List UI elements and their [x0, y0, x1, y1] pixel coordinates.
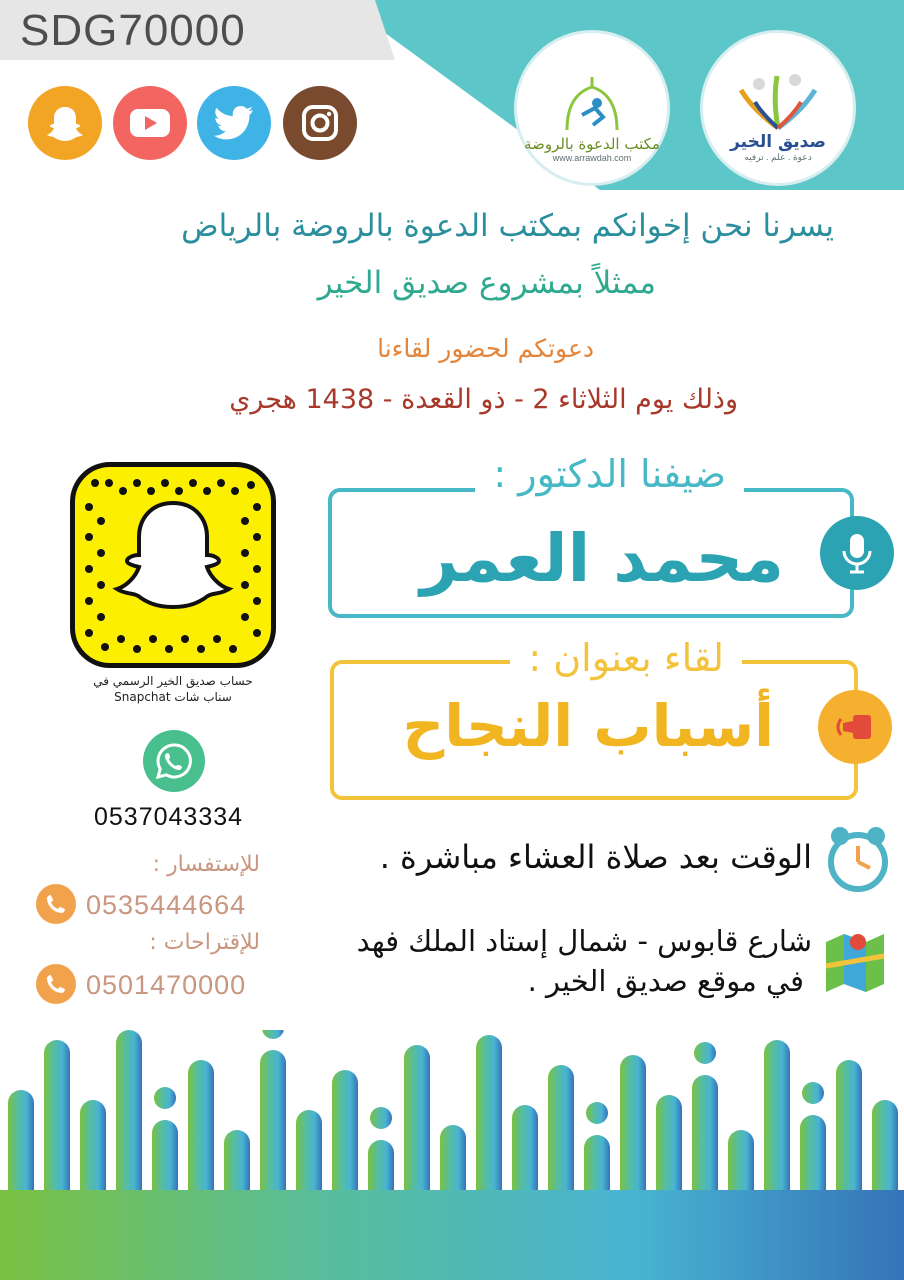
decorative-dot — [370, 1107, 392, 1129]
arrawdah-logo-url: www.arrawdah.com — [552, 153, 632, 163]
intro-line-3: دعوتكم لحضور لقاءنا — [377, 334, 594, 363]
decorative-dot — [586, 1102, 608, 1124]
suggestions-label: للإقتراحات : — [149, 930, 260, 955]
arrawdah-logo — [514, 30, 670, 186]
inquiry-phone[interactable]: 0535444664 — [86, 890, 247, 920]
microphone-icon — [820, 516, 894, 590]
sadeeq-alkhair-logo — [700, 30, 856, 186]
decorative-dot — [802, 1082, 824, 1104]
guest-label: ضيفنا الدكتور : — [475, 452, 744, 496]
intro-line-1: يسرنا نحن إخوانكم بمكتب الدعوة بالروضة بالرياض — [181, 208, 834, 244]
youtube-icon[interactable] — [113, 86, 187, 160]
intro-line-2: ممثلاً بمشروع صديق الخير — [317, 265, 656, 301]
snapchat-caption-2: سناب شات Snapchat — [114, 690, 232, 704]
sadeeq-logo-text: صديق الخير — [730, 132, 826, 152]
decorative-bars — [0, 1030, 904, 1280]
topic-label: لقاء بعنوان : — [510, 636, 742, 680]
project-code: SDG70000 — [20, 6, 246, 55]
snapcode[interactable] — [70, 462, 276, 668]
guest-name: محمد العمر — [420, 520, 784, 597]
location-line-1: شارع قابوس - شمال إستاد الملك فهد — [356, 924, 812, 958]
map-icon — [822, 926, 888, 992]
intro-line-4: وذلك يوم الثلاثاء 2 - ذو القعدة - 1438 هجري — [229, 384, 738, 415]
snapchat-caption-1: حساب صديق الخير الرسمي في — [93, 674, 253, 688]
location-line-2: في موقع صديق الخير . — [527, 964, 804, 998]
twitter-icon[interactable] — [197, 86, 271, 160]
snapcode-dots — [75, 467, 271, 663]
instagram-icon[interactable] — [283, 86, 357, 160]
arrawdah-logo-text: مكتب الدعوة بالروضة — [524, 135, 660, 153]
time-text: الوقت بعد صلاة العشاء مباشرة . — [379, 838, 812, 876]
sadeeq-logo-tagline: دعوة . علم . ترفيه — [744, 152, 812, 162]
suggestions-phone[interactable]: 0501470000 — [86, 970, 247, 1000]
decorative-dot — [154, 1087, 176, 1109]
phone-icon — [36, 884, 76, 924]
phone-icon — [36, 964, 76, 1004]
plant-icon — [733, 70, 823, 132]
decorative-dot — [694, 1042, 716, 1064]
alarm-clock-icon — [826, 824, 890, 894]
whatsapp-icon[interactable] — [143, 730, 205, 792]
dome-icon — [557, 75, 627, 135]
topic-title: أسباب النجاح — [402, 692, 774, 760]
snapchat-icon[interactable] — [28, 86, 102, 160]
whatsapp-number[interactable]: 0537043334 — [94, 803, 244, 831]
decorative-dot — [262, 1030, 284, 1039]
megaphone-icon — [818, 690, 892, 764]
inquiry-label: للإستفسار : — [152, 852, 260, 877]
